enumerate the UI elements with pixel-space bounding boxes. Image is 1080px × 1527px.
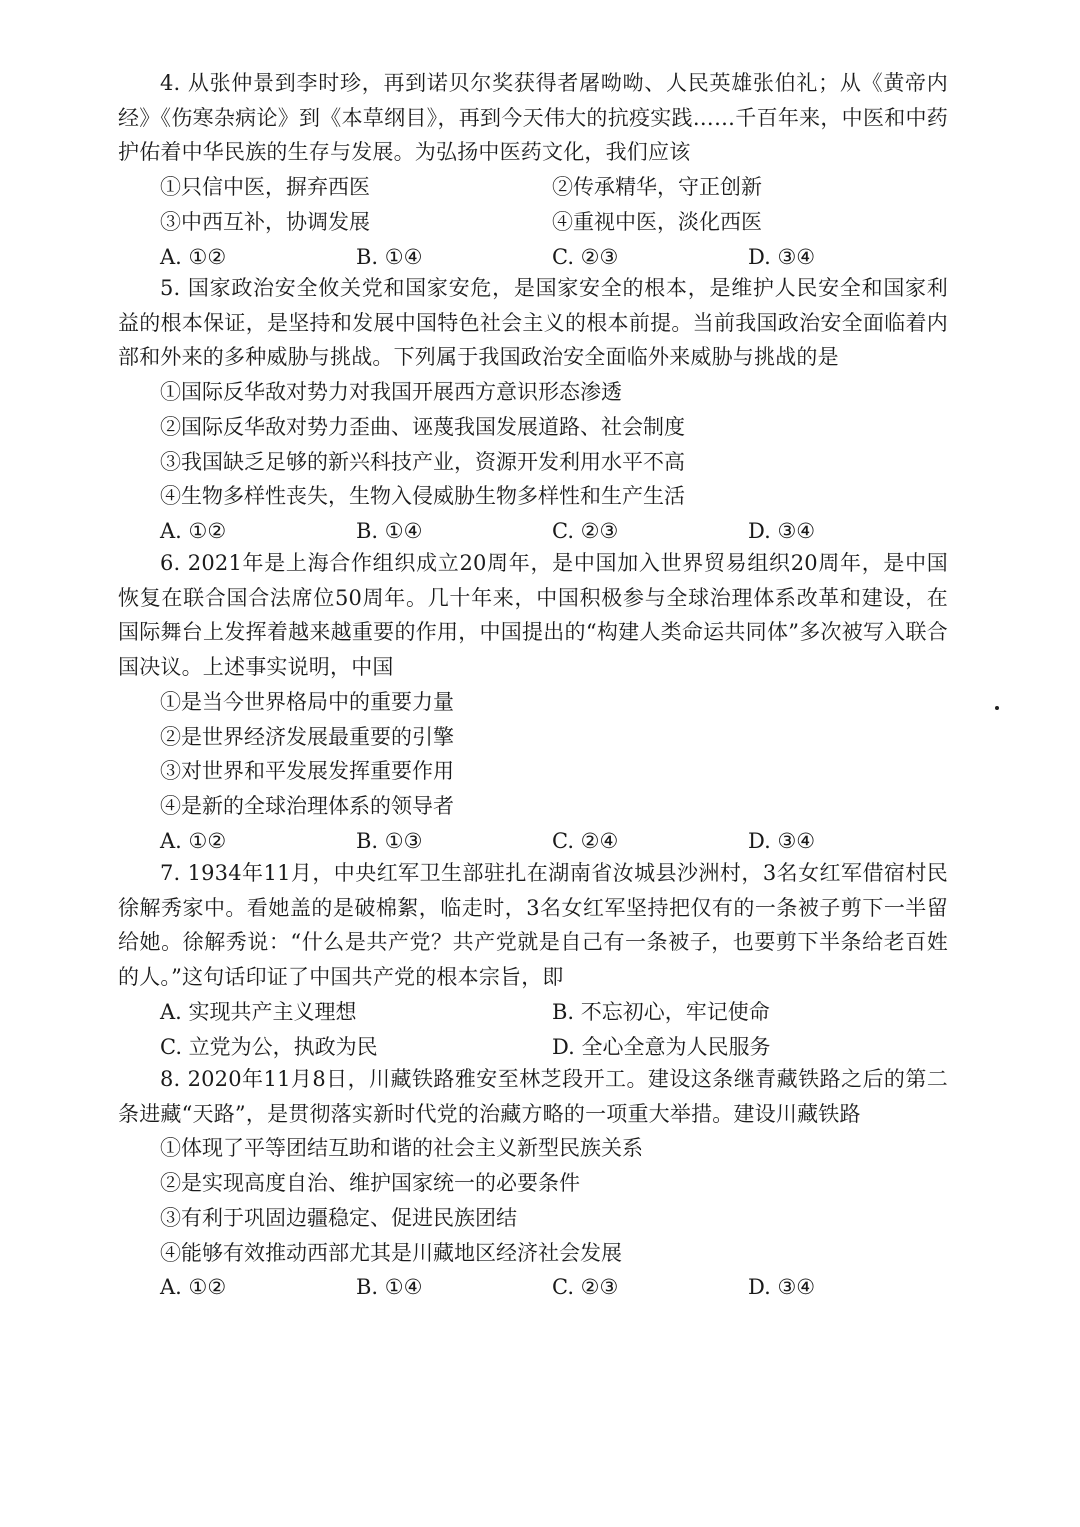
statement-item: ③中西互补，协调发展 bbox=[160, 209, 370, 234]
option-a: A. ①② bbox=[160, 1275, 227, 1300]
statement-item: ②传承精华，守正创新 bbox=[552, 175, 762, 200]
statement-item: ④是新的全球治理体系的领导者 bbox=[160, 793, 454, 818]
option-a: A. ①② bbox=[160, 828, 227, 853]
question-5 bbox=[118, 271, 948, 549]
option-c: C. ②③ bbox=[552, 1275, 619, 1300]
question-stem: 6. 2021年是上海合作组织成立20周年，是中国加入世界贸易组织20周年，是中国恢复在联合国合法席位50周年。几十年来，中国积极参与全球治理体系改革和建设，在国际舞台上发挥着越来越重要的作用，中国提出的“构建人类命运共同体”多次被写入联合国决议。上述事实说明，中国 bbox=[118, 551, 948, 680]
answer-options bbox=[118, 1270, 948, 1305]
option-c: C. ②③ bbox=[552, 244, 619, 269]
option-b: B. ①④ bbox=[356, 518, 423, 543]
statement-item: ①只信中医，摒弃西医 bbox=[160, 175, 370, 200]
answer-options bbox=[118, 995, 948, 1030]
statement-row bbox=[118, 205, 948, 240]
option-a: A. ①② bbox=[160, 518, 227, 543]
question-stem: 4. 从张仲景到李时珍，再到诺贝尔奖获得者屠呦呦、人民英雄张伯礼；从《黄帝内经》《伤寒杂病论》到《本草纲目》，再到今天伟大的抗疫实践……千百年来，中医和中药护佑着中华民族的生存与发展。为弘扬中医药文化，我们应该 bbox=[118, 71, 948, 165]
option-b: B. ①④ bbox=[356, 244, 423, 269]
statement-item: ④生物多样性丧失，生物入侵威胁生物多样性和生产生活 bbox=[160, 484, 685, 509]
statement-item: ②是世界经济发展最重要的引擎 bbox=[160, 724, 454, 749]
option-d: D. ③④ bbox=[748, 244, 816, 269]
option-c: C. ②④ bbox=[552, 828, 619, 853]
question-6 bbox=[118, 546, 948, 858]
question-stem: 7. 1934年11月，中央红军卫生部驻扎在湖南省汝城县沙洲村，3名女红军借宿村民徐解秀家中。看她盖的是破棉絮，临走时，3名女红军坚持把仅有的一条被子剪下一半留给她。徐解秀说：“什么是共产党？共产党就是自己有一条被子，也要剪下半条给老百姓的人。”这句话印证了中国共产党的根本宗旨，即 bbox=[118, 861, 948, 990]
statement-item: ②是实现高度自治、维护国家统一的必要条件 bbox=[160, 1171, 580, 1196]
option-c: C. 立党为公，执政为民 bbox=[160, 1034, 378, 1059]
answer-options bbox=[118, 240, 948, 275]
statement-row bbox=[118, 170, 948, 205]
answer-options bbox=[118, 1030, 948, 1065]
option-b: B. ①④ bbox=[356, 1275, 423, 1300]
statement-item: ①国际反华敌对势力对我国开展西方意识形态渗透 bbox=[160, 380, 622, 405]
statement-item: ③我国缺乏足够的新兴科技产业，资源开发利用水平不高 bbox=[160, 449, 685, 474]
scan-speck bbox=[995, 706, 999, 710]
option-c: C. ②③ bbox=[552, 518, 619, 543]
option-b: B. 不忘初心，牢记使命 bbox=[552, 999, 770, 1024]
statement-item: ④能够有效推动西部尤其是川藏地区经济社会发展 bbox=[160, 1240, 622, 1265]
question-stem: 5. 国家政治安全攸关党和国家安危，是国家安全的根本，是维护人民安全和国家利益的根本保证，是坚持和发展中国特色社会主义的根本前提。当前我国政治安全面临着内部和外来的多种威胁与挑战。下列属于我国政治安全面临外来威胁与挑战的是 bbox=[118, 276, 948, 370]
answer-options bbox=[118, 824, 948, 859]
statement-item: ③对世界和平发展发挥重要作用 bbox=[160, 759, 454, 784]
option-d: D. 全心全意为人民服务 bbox=[552, 1034, 771, 1059]
option-d: D. ③④ bbox=[748, 828, 816, 853]
option-a: A. 实现共产主义理想 bbox=[160, 999, 357, 1024]
question-4 bbox=[118, 66, 948, 274]
statement-item: ①体现了平等团结互助和谐的社会主义新型民族关系 bbox=[160, 1136, 643, 1161]
statement-item: ③有利于巩固边疆稳定、促进民族团结 bbox=[160, 1205, 517, 1230]
option-d: D. ③④ bbox=[748, 1275, 816, 1300]
question-7 bbox=[118, 856, 948, 1064]
statement-item: ④重视中医，淡化西医 bbox=[552, 209, 762, 234]
statement-item: ②国际反华敌对势力歪曲、诬蔑我国发展道路、社会制度 bbox=[160, 414, 685, 439]
answer-options bbox=[118, 514, 948, 549]
statement-item: ①是当今世界格局中的重要力量 bbox=[160, 689, 454, 714]
option-b: B. ①③ bbox=[356, 828, 423, 853]
option-a: A. ①② bbox=[160, 244, 227, 269]
question-8 bbox=[118, 1062, 948, 1305]
option-d: D. ③④ bbox=[748, 518, 816, 543]
question-stem: 8. 2020年11月8日，川藏铁路雅安至林芝段开工。建设这条继青藏铁路之后的第二条进藏“天路”，是贯彻落实新时代党的治藏方略的一项重大举措。建设川藏铁路 bbox=[118, 1067, 948, 1126]
